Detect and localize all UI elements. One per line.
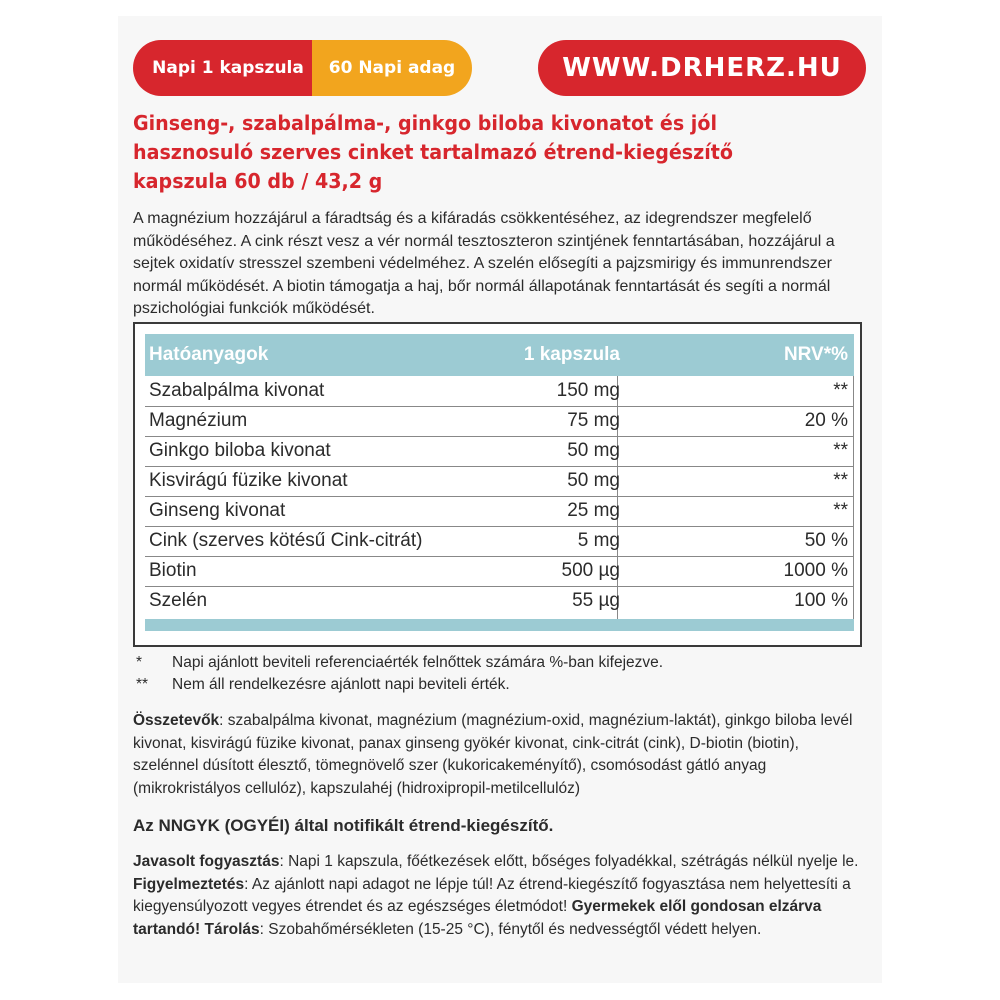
footnotes — [136, 652, 663, 696]
row-name: Ginkgo biloba kivonat — [149, 440, 331, 461]
row-amount: 500 µg — [561, 560, 620, 581]
ingredients-label: Összetevők — [133, 712, 220, 729]
header-per-capsule: 1 kapszula — [523, 344, 620, 365]
ingredients-text: : szabalpálma kivonat, magnézium (magnézium-oxid, magnézium-laktát), ginkgo biloba levél kivonat, kisvirágú füzike kivonat, panax ginseng gyökér kivonat, cink-citrát (cink), D-biotin (biotin), szelénnel dúsított élesztő, tömegnövelő szer (kukoricakeményítő), csomósodást gátló anyag (mikrokristályos cellulóz), kapszulahéj (hidroxipropil-metilcellulóz) — [133, 712, 853, 797]
header-nrv: NRV*% — [783, 344, 848, 365]
row-nrv: ** — [833, 440, 848, 461]
footnote-text: Napi ajánlott beviteli referenciaérték felnőttek számára %-ban kifejezve. — [172, 654, 664, 671]
ingredients-section — [133, 710, 868, 800]
row-nrv: 100 % — [794, 590, 848, 611]
servings-badge: 60 Napi adag — [312, 40, 472, 96]
row-amount: 25 mg — [567, 500, 620, 521]
header-ingredients: Hatóanyagok — [149, 344, 269, 365]
storage-text: : Szobahőmérsékleten (15-25 °C), fénytől és nedvességtől védett helyen. — [259, 920, 762, 938]
daily-dose-badge: Napi 1 kapszula — [133, 40, 323, 96]
table-footer-bar — [145, 619, 854, 631]
row-nrv: ** — [833, 470, 848, 491]
row-amount: 50 mg — [567, 470, 620, 491]
usage-label: Javasolt fogyasztás — [133, 853, 280, 870]
footnote — [136, 652, 663, 674]
product-title — [133, 109, 812, 196]
row-name: Biotin — [149, 560, 197, 581]
table-header — [145, 334, 854, 376]
row-nrv: ** — [833, 500, 848, 521]
product-description: A magnézium hozzájárul a fáradtság és a kifáradás csökkentéséhez, az idegrendszer megfelelő működéséhez. A cink részt vesz a vér normál tesztoszteron szintjének fenntartásában, hozzájárul a sejtek oxidatív stresszel szembeni védelméhez. A szelén elősegíti a pajzsmirigy és immunrendszer normál működését. A biotin támogatja a haj, bőr normál állapotának fenntartását és segíti a normál pszichológiai funkciók működését. — [133, 210, 835, 317]
footnote-mark: * — [136, 654, 143, 671]
row-amount: 5 mg — [577, 530, 620, 551]
website-badge[interactable]: WWW.DRHERZ.HU — [538, 40, 866, 96]
nutrition-table — [133, 322, 862, 647]
table-row — [145, 526, 854, 556]
row-amount: 75 mg — [567, 410, 620, 431]
row-amount: 50 mg — [567, 440, 620, 461]
row-name: Ginseng kivonat — [149, 500, 286, 521]
row-nrv: 20 % — [804, 410, 848, 431]
row-name: Kisvirágú füzike kivonat — [149, 470, 348, 491]
usage-section — [133, 851, 868, 941]
footnote-mark: ** — [136, 676, 149, 693]
row-name: Magnézium — [149, 410, 248, 431]
row-nrv: 1000 % — [783, 560, 848, 581]
table-row — [145, 376, 854, 406]
warning-label: Figyelmeztetés — [133, 875, 245, 893]
table-row — [145, 406, 854, 436]
row-nrv: 50 % — [804, 530, 848, 551]
row-name: Cink (szerves kötésű Cink-citrát) — [149, 530, 423, 551]
row-amount: 150 mg — [556, 380, 620, 401]
title-line-3: kapszula 60 db / 43,2 g — [133, 169, 383, 193]
row-name: Szabalpálma kivonat — [149, 380, 325, 401]
table-row — [145, 496, 854, 526]
table-row — [145, 586, 854, 616]
warning-text: : Az ajánlott napi adagot ne lépje túl! Az étrend-kiegészítő fogyasztása nem helyettesíti a kiegyensúlyozott vegyes étrendet és az egészséges életmódot! — [133, 875, 851, 915]
notification-statement: Az NNGYK (OGYÉI) által notifikált étrend-kiegészítő. — [133, 816, 554, 835]
table-row — [145, 436, 854, 466]
storage-label: Tárolás — [204, 920, 260, 938]
table-row — [145, 466, 854, 496]
table-row — [145, 556, 854, 586]
row-name: Szelén — [149, 590, 208, 611]
title-line-1: Ginseng-, szabalpálma-, ginkgo biloba kivonatot és jól — [133, 111, 717, 135]
usage-text: : Napi 1 kapszula, főétkezések előtt, bőséges folyadékkal, szétrágás nélkül nyelje le. — [279, 853, 859, 870]
footnote — [136, 674, 663, 696]
row-nrv: ** — [833, 380, 848, 401]
row-amount: 55 µg — [572, 590, 620, 611]
children-warning: Gyermekek elől gondosan elzárva tartandó! — [133, 898, 822, 938]
footnote-text: Nem áll rendelkezésre ajánlott napi beviteli érték. — [172, 676, 510, 693]
title-line-2: hasznosuló szerves cinket tartalmazó étrend-kiegészítő — [133, 140, 734, 164]
